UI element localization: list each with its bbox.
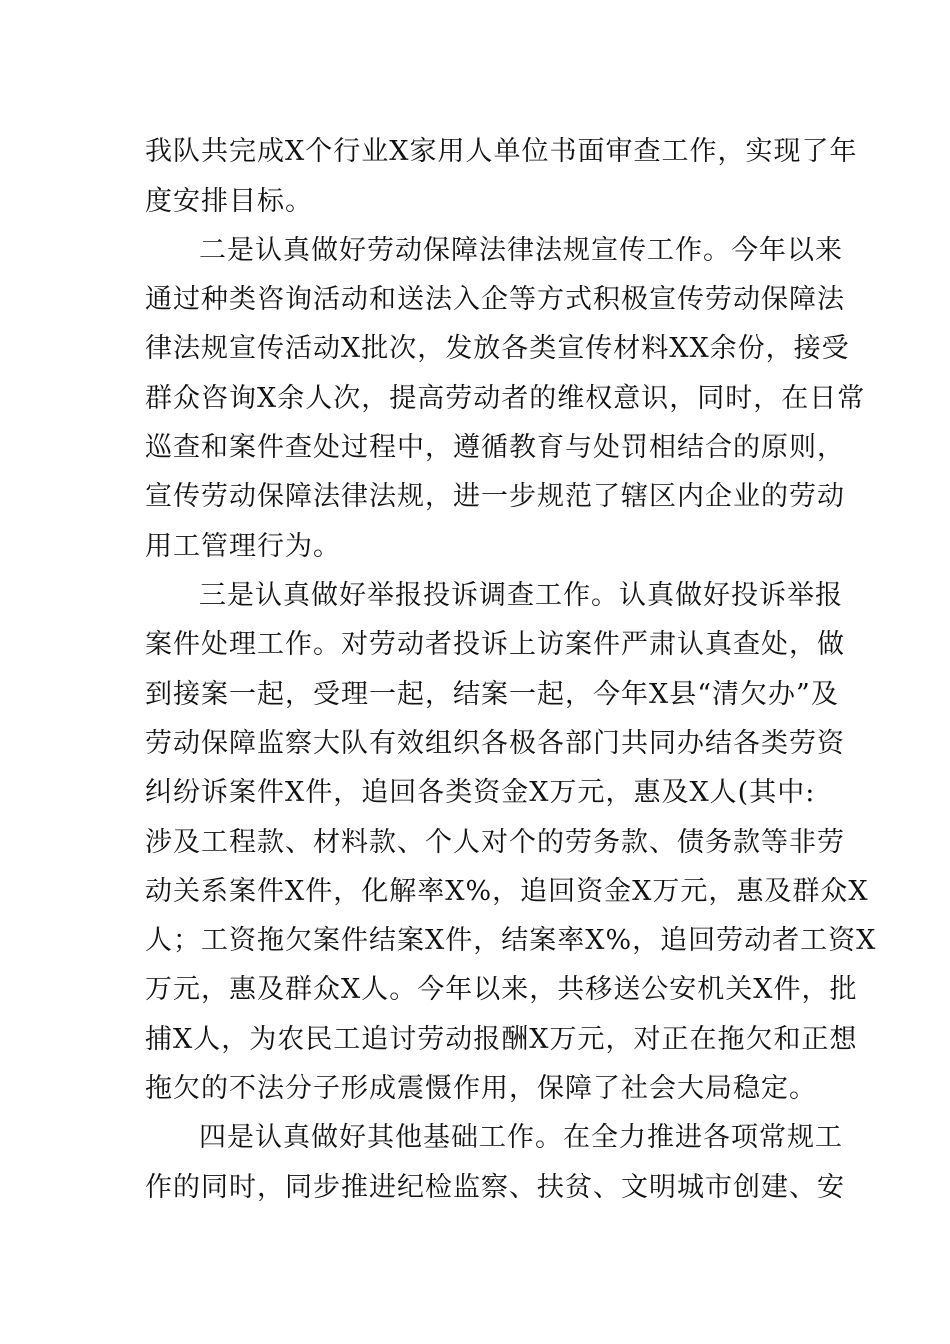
text-line-20: 拖欠的不法分子形成震慑作用，保障了社会大局稳定。 bbox=[145, 1073, 817, 1104]
text-line-4: 通过种类咨询活动和送法入企等方式积极宣传劳动保障法 bbox=[145, 284, 845, 315]
paragraph-2-first-line: 二是认真做好劳动保障法律法规宣传工作。今年以来 bbox=[199, 235, 843, 266]
text-line-16: 动关系案件X件，化解率X%，追回资金X万元，惠及群众X bbox=[145, 876, 869, 907]
text-line-22: 作的同时，同步推进纪检监察、扶贫、文明城市创建、安 bbox=[145, 1172, 845, 1203]
text-line-14: 纠纷诉案件X件，追回各类资金X万元，惠及X人(其中: bbox=[145, 777, 816, 808]
paragraph-3-first-line: 三是认真做好举报投诉调查工作。认真做好投诉举报 bbox=[199, 580, 843, 611]
paragraph-4-first-line: 四是认真做好其他基础工作。在全力推进各项常规工 bbox=[199, 1122, 843, 1153]
text-line-8: 宣传劳动保障法律法规，进一步规范了辖区内企业的劳动 bbox=[145, 481, 845, 512]
text-line-7: 巡查和案件查处过程中，遵循教育与处罚相结合的原则， bbox=[145, 432, 845, 463]
text-line-5: 律法规宣传活动X批次，发放各类宣传材料XX余份，接受 bbox=[145, 333, 850, 364]
text-line-13: 劳动保障监察大队有效组织各极各部门共同办结各类劳资 bbox=[145, 728, 845, 759]
text-line-18: 万元，惠及群众X人。今年以来，共移送公安机关X件，批 bbox=[145, 974, 858, 1005]
text-line-11: 案件处理工作。对劳动者投诉上访案件严肃认真查处，做 bbox=[145, 629, 845, 660]
text-line-2: 度安排目标。 bbox=[145, 186, 313, 217]
text-line-12: 到接案一起，受理一起，结案一起，今年X县“清欠办”及 bbox=[145, 679, 839, 710]
text-line-19: 捕X人，为农民工追讨劳动报酬X万元，对正在拖欠和正想 bbox=[145, 1024, 858, 1055]
text-line-1: 我队共完成X个行业X家用人单位书面审查工作，实现了年 bbox=[145, 136, 858, 167]
text-line-6: 群众咨询X余人次，提高劳动者的维权意识，同时，在日常 bbox=[145, 383, 866, 414]
text-line-9: 用工管理行为。 bbox=[145, 531, 341, 562]
text-line-15: 涉及工程款、材料款、个人对个的劳务款、债务款等非劳 bbox=[145, 827, 845, 858]
text-line-17: 人；工资拖欠案件结案X件，结案率X%，追回劳动者工资X bbox=[145, 925, 877, 956]
